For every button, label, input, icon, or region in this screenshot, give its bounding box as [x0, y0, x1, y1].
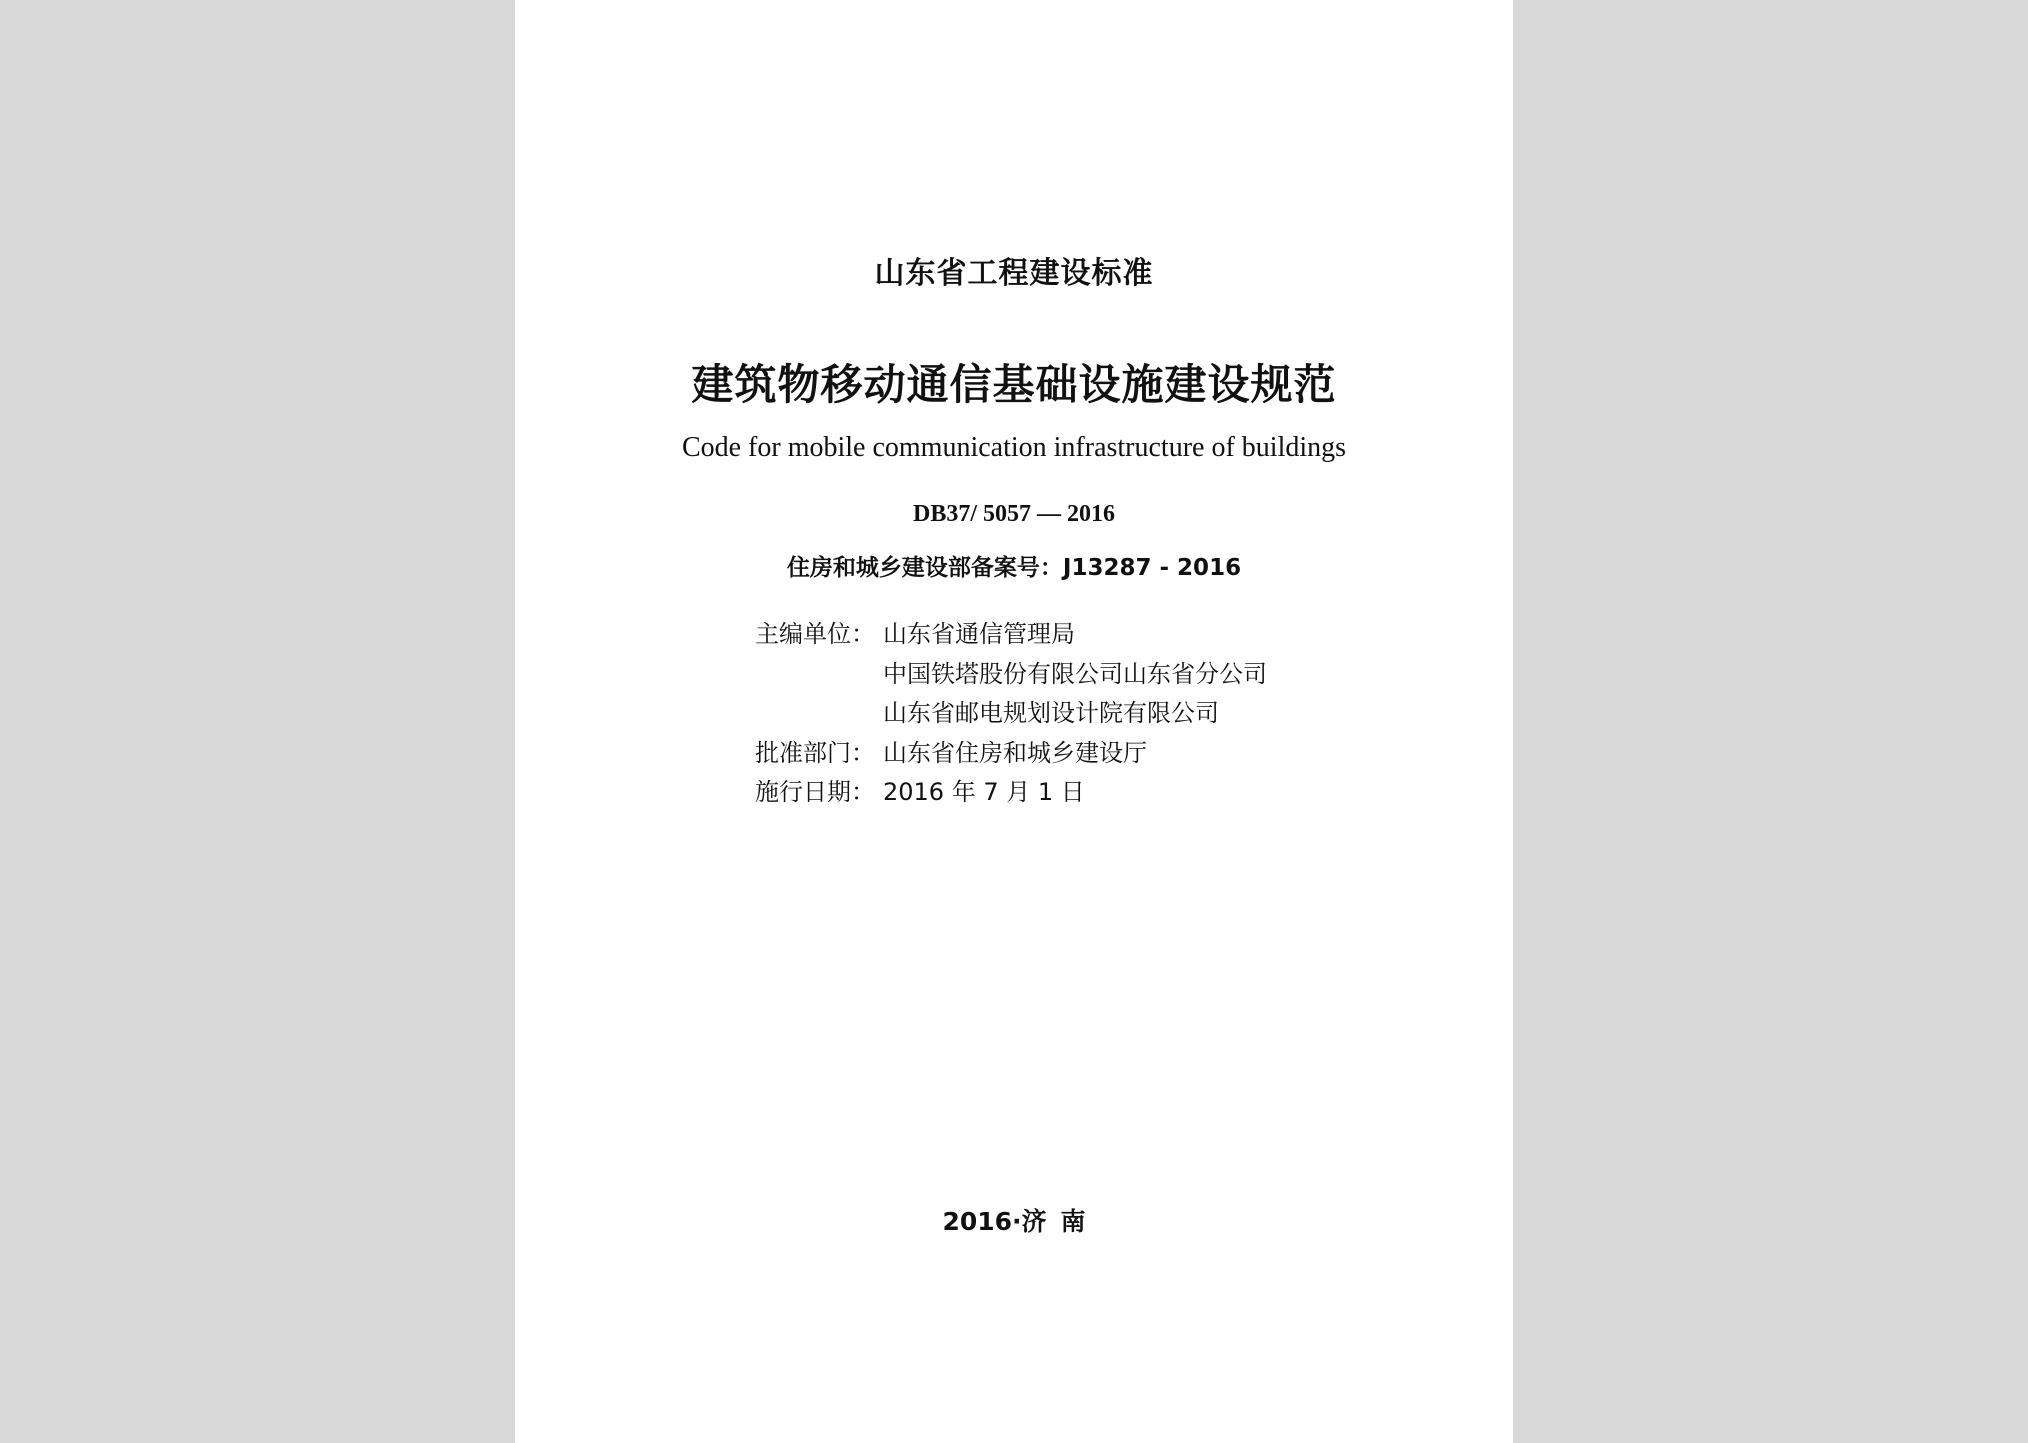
- effective-date-value: 2016 年 7 月 1 日: [883, 778, 1085, 806]
- chief-editor-2: 中国铁塔股份有限公司山东省分公司: [883, 659, 1267, 688]
- chief-editors-label: 主编单位：: [755, 620, 875, 648]
- chief-editor-3: 山东省邮电规划设计院有限公司: [883, 699, 1219, 727]
- publication-city-first: 济: [1021, 1207, 1047, 1236]
- document-title-chinese: 建筑物移动通信基础设施建设规范: [691, 360, 1337, 409]
- record-number: 住房和城乡建设部备案号：J13287 - 2016: [786, 555, 1242, 581]
- chief-editors-row: [755, 615, 1267, 734]
- publication-year: 2016: [942, 1207, 1013, 1236]
- chief-editor-1: 山东省通信管理局: [883, 620, 1075, 648]
- document-page: [515, 0, 1513, 1443]
- approval-label: 批准部门：: [755, 738, 875, 767]
- publication-city-second: 南: [1060, 1207, 1086, 1236]
- footer-separator: ·: [1012, 1207, 1022, 1236]
- document-title-english: Code for mobile communication infrastructure of buildings: [681, 432, 1347, 463]
- publication-footer: [515, 1202, 1513, 1238]
- standard-code: DB37/ 5057 — 2016: [912, 501, 1115, 527]
- effective-date-row: [755, 773, 1267, 813]
- document-info: [755, 615, 1267, 813]
- standard-type: 山东省工程建设标准: [874, 256, 1154, 291]
- approval-row: [755, 734, 1267, 774]
- effective-date-label: 施行日期：: [755, 778, 875, 806]
- approval-value: 山东省住房和城乡建设厅: [883, 738, 1147, 767]
- chief-editors-list: [883, 615, 1267, 734]
